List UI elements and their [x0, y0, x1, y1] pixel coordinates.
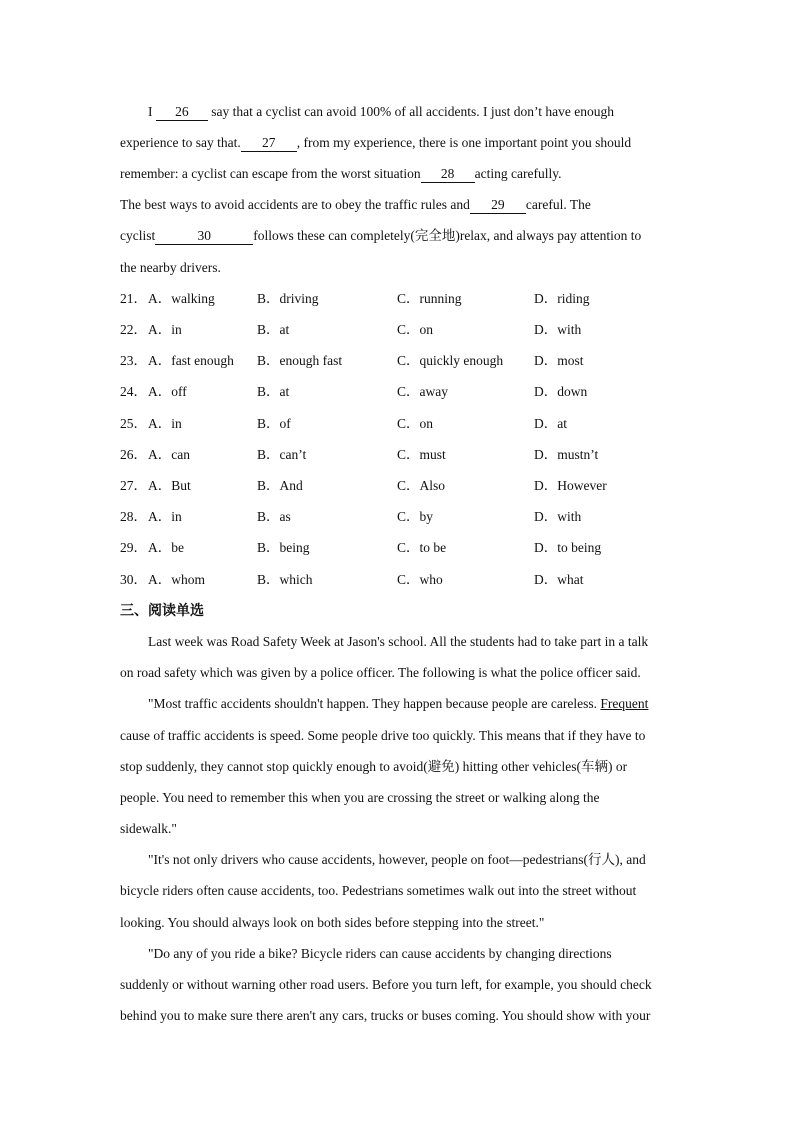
passage-line: bicycle riders often cause accidents, too. Pedestrians sometimes walk out into the street without: [120, 883, 637, 898]
question-number: 25．: [120, 416, 147, 431]
option-d: D．at: [534, 416, 567, 431]
option-b: B．as: [257, 509, 291, 524]
option-b: B．enough fast: [257, 353, 343, 368]
passage-line: [120, 227, 641, 245]
option-c: C．quickly enough: [397, 353, 504, 368]
option-a: A．in: [148, 509, 182, 524]
question-28: [120, 508, 680, 526]
option-a: A．off: [148, 384, 187, 399]
passage-line: "Do any of you ride a bike? Bicycle riders can cause accidents by changing directions: [148, 946, 612, 961]
question-29: [120, 539, 680, 557]
option-a: A．But: [148, 478, 191, 493]
text: experience to say that.: [120, 135, 241, 150]
text: acting carefully.: [474, 166, 562, 181]
passage-line: [120, 134, 631, 152]
blank-29: 29: [470, 197, 526, 214]
option-c: C．by: [397, 509, 434, 524]
passage-line: [120, 196, 591, 214]
option-a: A．be: [148, 540, 184, 555]
question-22: [120, 321, 680, 339]
passage-line: cause of traffic accidents is speed. Some people drive too quickly. This means that if they have to: [120, 728, 646, 743]
option-d: D．most: [534, 353, 584, 368]
option-a: A．whom: [148, 572, 205, 587]
option-a: A．can: [148, 447, 190, 462]
passage-line: sidewalk.": [120, 821, 177, 836]
option-c: C．who: [397, 572, 443, 587]
text: "Most traffic accidents shouldn't happen. They happen because people are careless.: [148, 696, 598, 711]
question-26: [120, 446, 680, 464]
option-d: D．down: [534, 384, 588, 399]
text: remember: a cyclist can escape from the worst situation: [120, 166, 421, 181]
passage-line: behind you to make sure there aren't any cars, trucks or buses coming. You should show with your: [120, 1008, 651, 1023]
passage-line: [148, 103, 614, 121]
question-number: 29．: [120, 540, 147, 555]
option-c: C．to be: [397, 540, 447, 555]
passage-line: "It's not only drivers who cause accidents, however, people on foot—pedestrians(行人), and: [148, 852, 646, 867]
text: , from my experience, there is one important point you should: [296, 135, 632, 150]
option-a: A．walking: [148, 291, 215, 306]
question-24: [120, 383, 680, 401]
option-c: C．away: [397, 384, 448, 399]
option-d: D．with: [534, 322, 582, 337]
passage-line: looking. You should always look on both sides before stepping into the street.": [120, 915, 545, 930]
option-b: B．at: [257, 384, 290, 399]
question-number: 22．: [120, 322, 147, 337]
option-c: C．Also: [397, 478, 446, 493]
option-b: B．being: [257, 540, 310, 555]
option-d: D．what: [534, 572, 584, 587]
question-number: 23．: [120, 353, 147, 368]
blank-26: 26: [156, 104, 208, 121]
question-number: 21．: [120, 291, 147, 306]
text: cyclist: [120, 228, 156, 243]
option-b: B．of: [257, 416, 291, 431]
option-a: A．in: [148, 322, 182, 337]
question-number: 24．: [120, 384, 147, 399]
blank-30: 30: [155, 228, 253, 245]
passage-line: on road safety which was given by a police officer. The following is what the police officer said.: [120, 665, 641, 680]
option-c: C．on: [397, 322, 434, 337]
question-30: [120, 571, 680, 589]
text: follows these can completely(完全地)relax, and always pay attention to: [253, 228, 642, 243]
passage-line: [120, 165, 561, 183]
question-number: 28．: [120, 509, 147, 524]
option-b: B．at: [257, 322, 290, 337]
text: The best ways to avoid accidents are to obey the traffic rules and: [120, 197, 470, 212]
passage-line: [148, 695, 648, 713]
option-a: A．fast enough: [148, 353, 234, 368]
option-d: D．However: [534, 478, 607, 493]
text: careful. The: [525, 197, 591, 212]
option-c: C．must: [397, 447, 446, 462]
option-d: D．to being: [534, 540, 602, 555]
passage-line: Last week was Road Safety Week at Jason's school. All the students had to take part in a talk: [148, 634, 649, 649]
passage-line: stop suddenly, they cannot stop quickly enough to avoid(避免) hitting other vehicles(车辆) or: [120, 759, 628, 774]
question-21: [120, 290, 680, 308]
passage-line: people. You need to remember this when you are crossing the street or walking along the: [120, 790, 600, 805]
text: say that a cyclist can avoid 100% of all accidents. I just don’t have enough: [211, 104, 615, 119]
question-number: 26．: [120, 447, 147, 462]
blank-27: 27: [241, 135, 297, 152]
option-c: C．on: [397, 416, 434, 431]
option-b: B．which: [257, 572, 313, 587]
option-b: B．driving: [257, 291, 319, 306]
option-d: D．mustn’t: [534, 447, 599, 462]
passage-line: the nearby drivers.: [120, 260, 221, 275]
option-d: D．with: [534, 509, 582, 524]
question-number: 27．: [120, 478, 147, 493]
option-a: A．in: [148, 416, 182, 431]
underlined-word: Frequent: [600, 696, 649, 711]
option-d: D．riding: [534, 291, 590, 306]
blank-28: 28: [421, 166, 475, 183]
question-25: [120, 415, 680, 433]
text: I: [148, 104, 153, 119]
passage-line: suddenly or without warning other road users. Before you turn left, for example, you should check: [120, 977, 652, 992]
option-b: B．can’t: [257, 447, 307, 462]
option-c: C．running: [397, 291, 462, 306]
question-number: 30．: [120, 572, 147, 587]
option-b: B．And: [257, 478, 303, 493]
question-23: [120, 352, 680, 370]
question-27: [120, 477, 680, 495]
section-title: 三、阅读单选: [120, 603, 204, 619]
